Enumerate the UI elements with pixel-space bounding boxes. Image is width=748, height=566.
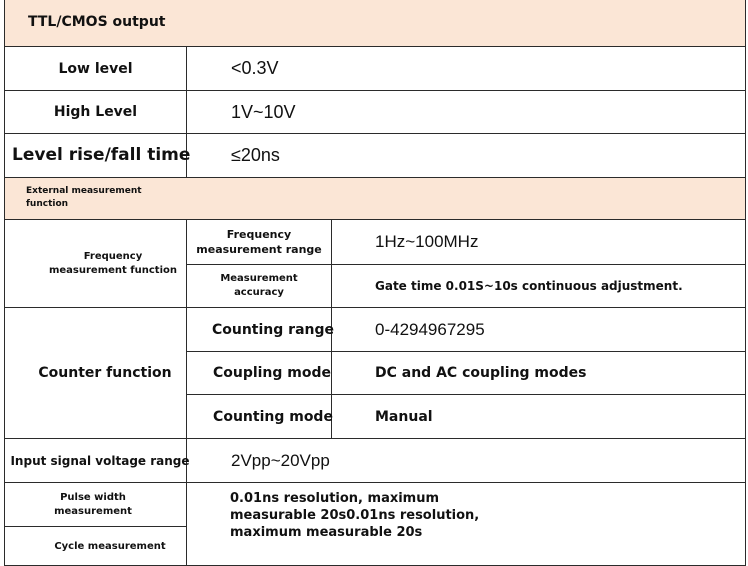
coupling-mode-value: DC and AC coupling modes [375, 365, 587, 381]
counting-range-value: 0-4294967295 [375, 319, 485, 339]
cycle-measurement-label: Cycle measurement [54, 540, 166, 552]
low-level-label: Low level [58, 60, 133, 77]
counter-function-label: Counter function [38, 365, 172, 381]
low-level-value: <0.3V [231, 58, 279, 78]
coupling-mode-label: Coupling mode [212, 365, 332, 381]
external-section-title: External measurement function [26, 186, 142, 209]
input-voltage-value: 2Vpp~20Vpp [231, 450, 330, 470]
rise-fall-time-value: ≤20ns [231, 145, 280, 165]
rise-fall-time-label: Level rise/fall time [12, 144, 191, 165]
ttl-section-title: TTL/CMOS output [28, 14, 166, 30]
frequency-function-label: Frequency measurement function [48, 250, 178, 276]
counting-mode-value: Manual [375, 408, 433, 425]
high-level-label: High Level [53, 104, 138, 120]
input-voltage-label: Input signal voltage range [10, 453, 190, 468]
counting-range-label: Counting range [211, 321, 334, 338]
measurement-accuracy-label: Measurement accuracy [220, 273, 298, 298]
column-divider [745, 0, 746, 566]
counting-mode-label: Counting mode [213, 408, 333, 425]
high-level-value: 1V~10V [231, 101, 296, 122]
frequency-range-value: 1Hz~100MHz [375, 232, 479, 251]
frequency-range-label: Frequency measurement range [196, 228, 322, 256]
pulse-width-label: Pulse width measurement [54, 491, 132, 517]
measurement-accuracy-value: Gate time 0.01S~10s continuous adjustment. [375, 279, 683, 293]
pulse-cycle-value: 0.01ns resolution, maximum measurable 20s0.01ns resolution, maximum measurable 20s [230, 491, 480, 540]
